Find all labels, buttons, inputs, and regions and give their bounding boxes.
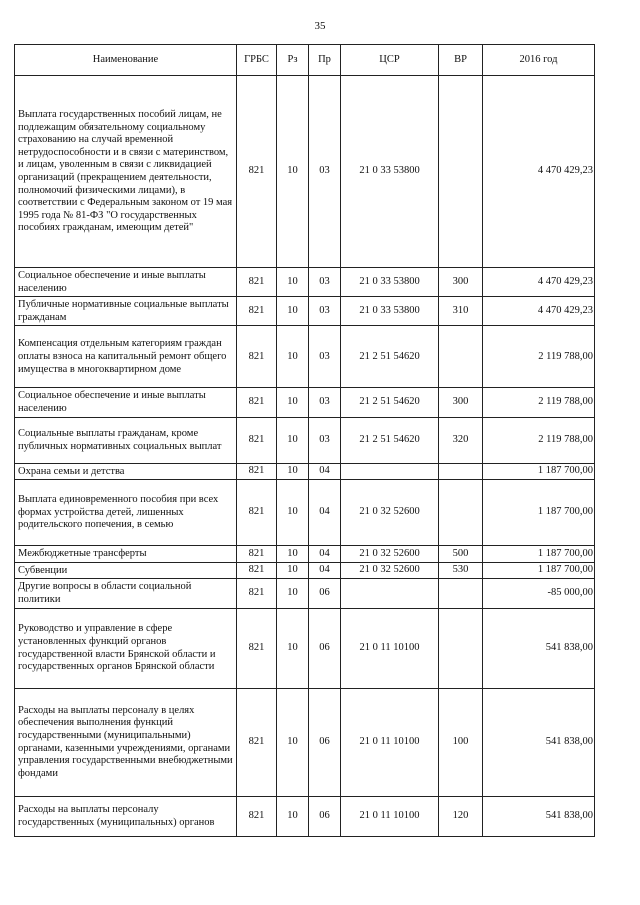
cell-csr: 21 0 32 52600 <box>341 562 439 579</box>
cell-vr: 300 <box>439 388 483 417</box>
cell-pr: 06 <box>309 796 341 836</box>
cell-csr: 21 0 33 53800 <box>341 297 439 326</box>
cell-pr: 06 <box>309 608 341 688</box>
cell-amount: 1 187 700,00 <box>483 562 595 579</box>
table-row <box>15 388 595 417</box>
cell-rz: 10 <box>277 297 309 326</box>
cell-grbs: 821 <box>237 388 277 417</box>
cell-vr <box>439 579 483 608</box>
cell-pr: 03 <box>309 76 341 268</box>
cell-amount: 2 119 788,00 <box>483 417 595 463</box>
cell-name: Межбюджетные трансферты <box>15 546 237 563</box>
cell-grbs: 821 <box>237 546 277 563</box>
table-row <box>15 463 595 480</box>
header-pr: Пр <box>309 45 341 76</box>
cell-grbs: 821 <box>237 297 277 326</box>
cell-grbs: 821 <box>237 326 277 388</box>
cell-pr: 03 <box>309 388 341 417</box>
cell-amount: 1 187 700,00 <box>483 463 595 480</box>
cell-vr <box>439 326 483 388</box>
cell-grbs: 821 <box>237 480 277 546</box>
cell-amount: 2 119 788,00 <box>483 388 595 417</box>
cell-vr: 300 <box>439 268 483 297</box>
cell-csr <box>341 579 439 608</box>
cell-rz: 10 <box>277 388 309 417</box>
cell-rz: 10 <box>277 688 309 796</box>
header-grbs: ГРБС <box>237 45 277 76</box>
cell-csr: 21 2 51 54620 <box>341 417 439 463</box>
cell-name: Социальное обеспечение и иные выплаты населению <box>15 268 237 297</box>
cell-name: Социальные выплаты гражданам, кроме публичных нормативных социальных выплат <box>15 417 237 463</box>
cell-grbs: 821 <box>237 579 277 608</box>
cell-name: Выплата единовременного пособия при всех формах устройства детей, лишенных родительского попечения, в семью <box>15 480 237 546</box>
table-body <box>15 76 595 837</box>
cell-name: Руководство и управление в сфере установленных функций органов государственной власти Брянской области и государственных органов Брянской области <box>15 608 237 688</box>
cell-amount: 1 187 700,00 <box>483 546 595 563</box>
cell-rz: 10 <box>277 608 309 688</box>
cell-pr: 04 <box>309 463 341 480</box>
cell-name: Расходы на выплаты персоналу государственных (муниципальных) органов <box>15 796 237 836</box>
table-row <box>15 579 595 608</box>
cell-amount: -85 000,00 <box>483 579 595 608</box>
cell-csr: 21 0 11 10100 <box>341 796 439 836</box>
cell-vr: 320 <box>439 417 483 463</box>
cell-csr: 21 0 11 10100 <box>341 688 439 796</box>
cell-csr: 21 2 51 54620 <box>341 388 439 417</box>
cell-grbs: 821 <box>237 608 277 688</box>
cell-pr: 04 <box>309 480 341 546</box>
cell-pr: 03 <box>309 417 341 463</box>
cell-csr: 21 0 32 52600 <box>341 480 439 546</box>
cell-rz: 10 <box>277 463 309 480</box>
header-csr: ЦСР <box>341 45 439 76</box>
cell-rz: 10 <box>277 326 309 388</box>
table-row <box>15 480 595 546</box>
cell-name: Расходы на выплаты персоналу в целях обеспечения выполнения функций государственными (муниципальными) органами, казенными учреждениями, органами управления государственными внебюджетными фондами <box>15 688 237 796</box>
cell-name: Социальное обеспечение и иные выплаты населению <box>15 388 237 417</box>
table-row <box>15 546 595 563</box>
cell-pr: 04 <box>309 562 341 579</box>
cell-rz: 10 <box>277 546 309 563</box>
table-row <box>15 76 595 268</box>
cell-vr: 500 <box>439 546 483 563</box>
table-row <box>15 608 595 688</box>
cell-pr: 03 <box>309 268 341 297</box>
cell-amount: 2 119 788,00 <box>483 326 595 388</box>
cell-grbs: 821 <box>237 268 277 297</box>
cell-name: Другие вопросы в области социальной политики <box>15 579 237 608</box>
cell-name: Компенсация отдельным категориям граждан оплаты взноса на капитальный ремонт общего имущества в многоквартирном доме <box>15 326 237 388</box>
table-row <box>15 297 595 326</box>
cell-name: Выплата государственных пособий лицам, не подлежащим обязательному социальному страхованию на случай временной нетрудоспособности и в связи с материнством, и лицам, уволенным в связи с ликвидацией организаций (прекращением деятельности, полномочий физическими лицами), в соответствии с Федеральным законом от 19 мая 1995 года № 81-ФЗ "О государственных пособиях гражданам, имеющим детей" <box>15 76 237 268</box>
cell-amount: 4 470 429,23 <box>483 268 595 297</box>
header-name: Наименование <box>15 45 237 76</box>
cell-grbs: 821 <box>237 76 277 268</box>
cell-grbs: 821 <box>237 688 277 796</box>
table-header <box>15 45 595 76</box>
cell-amount: 541 838,00 <box>483 608 595 688</box>
cell-vr: 100 <box>439 688 483 796</box>
cell-grbs: 821 <box>237 463 277 480</box>
cell-vr: 120 <box>439 796 483 836</box>
budget-table <box>14 44 595 837</box>
cell-amount: 4 470 429,23 <box>483 297 595 326</box>
cell-rz: 10 <box>277 480 309 546</box>
cell-pr: 03 <box>309 326 341 388</box>
cell-grbs: 821 <box>237 417 277 463</box>
cell-rz: 10 <box>277 417 309 463</box>
table-row <box>15 688 595 796</box>
cell-grbs: 821 <box>237 562 277 579</box>
header-year: 2016 год <box>483 45 595 76</box>
cell-amount: 4 470 429,23 <box>483 76 595 268</box>
cell-csr <box>341 463 439 480</box>
cell-rz: 10 <box>277 562 309 579</box>
cell-vr: 310 <box>439 297 483 326</box>
cell-csr: 21 0 33 53800 <box>341 268 439 297</box>
cell-pr: 06 <box>309 688 341 796</box>
cell-vr: 530 <box>439 562 483 579</box>
cell-csr: 21 0 11 10100 <box>341 608 439 688</box>
header-vr: ВР <box>439 45 483 76</box>
cell-amount: 1 187 700,00 <box>483 480 595 546</box>
cell-name: Публичные нормативные социальные выплаты гражданам <box>15 297 237 326</box>
cell-rz: 10 <box>277 796 309 836</box>
page-number: 35 <box>314 20 326 32</box>
cell-rz: 10 <box>277 579 309 608</box>
cell-vr <box>439 463 483 480</box>
table-row <box>15 796 595 836</box>
cell-csr: 21 2 51 54620 <box>341 326 439 388</box>
cell-pr: 03 <box>309 297 341 326</box>
cell-rz: 10 <box>277 76 309 268</box>
cell-name: Охрана семьи и детства <box>15 463 237 480</box>
table-row <box>15 268 595 297</box>
cell-vr <box>439 76 483 268</box>
cell-csr: 21 0 33 53800 <box>341 76 439 268</box>
header-rz: Рз <box>277 45 309 76</box>
cell-pr: 04 <box>309 546 341 563</box>
cell-pr: 06 <box>309 579 341 608</box>
cell-amount: 541 838,00 <box>483 796 595 836</box>
table-row <box>15 417 595 463</box>
cell-rz: 10 <box>277 268 309 297</box>
table-row <box>15 562 595 579</box>
table-row <box>15 326 595 388</box>
cell-grbs: 821 <box>237 796 277 836</box>
cell-csr: 21 0 32 52600 <box>341 546 439 563</box>
cell-vr <box>439 608 483 688</box>
cell-name: Субвенции <box>15 562 237 579</box>
cell-vr <box>439 480 483 546</box>
cell-amount: 541 838,00 <box>483 688 595 796</box>
